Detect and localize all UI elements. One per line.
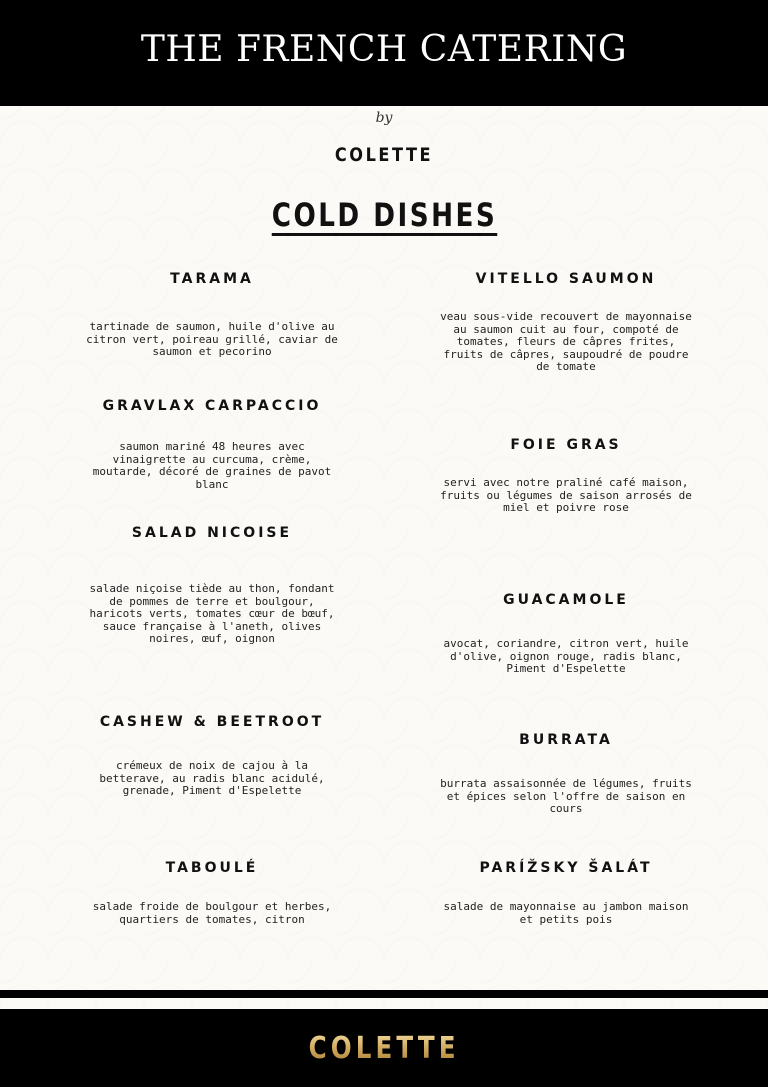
dish-description: veau sous-vide recouvert de mayonnaise au saumon cuit au four, compoté de tomates, fleurs de câpres frites, fruits de câpres, saupoudré de poudre de tomate <box>440 310 692 374</box>
top-banner <box>0 0 768 106</box>
dish-name: FOIE GRAS <box>510 437 622 453</box>
dish-name: CASHEW & BEETROOT <box>99 714 325 730</box>
brand-name: COLETTE <box>334 144 434 166</box>
dish-vitello-saumon <box>436 271 696 374</box>
section-title <box>0 196 768 236</box>
dish-cashew-beetroot <box>82 714 342 798</box>
dish-description: salade niçoise tiède au thon, fondant de pommes de terre et boulgour, haricots verts, tomates cœur de bœuf, sauce française à l'aneth, olives noires, œuf, oignon <box>89 582 335 646</box>
dish-tarama <box>82 271 342 359</box>
dish-parizsky-salat <box>436 860 696 926</box>
dish-gravlax-carpaccio <box>82 398 342 491</box>
dish-guacamole <box>436 592 696 676</box>
dish-description: saumon mariné 48 heures avec vinaigrette au curcuma, crème, moutarde, décoré de graines de pavot blanc <box>92 440 332 491</box>
dish-description: tartinade de saumon, huile d'olive au citron vert, poireau grillé, caviar de saumon et pecorino <box>86 320 338 359</box>
dish-name: BURRATA <box>519 732 613 748</box>
dish-name: TARAMA <box>170 271 254 287</box>
footer-brand: COLETTE <box>308 1030 460 1066</box>
dish-name: TABOULÉ <box>165 860 259 876</box>
dish-name: PARÍŽSKY ŠALÁT <box>479 860 653 876</box>
dish-name: GUACAMOLE <box>503 592 629 608</box>
dish-name: SALAD NICOISE <box>131 525 293 541</box>
dish-description: burrata assaisonnée de légumes, fruits et épices selon l'offre de saison en cours <box>440 777 692 816</box>
dish-description: avocat, coriandre, citron vert, huile d'olive, oignon rouge, radis blanc, Piment d'Espelette <box>443 637 689 676</box>
dish-description: salade de mayonnaise au jambon maison et petits pois <box>443 900 689 926</box>
section-title-text: COLD DISHES <box>271 196 497 234</box>
dish-description: crémeux de noix de cajou à la betterave, au radis blanc acidulé, grenade, Piment d'Espelette <box>99 759 325 798</box>
bottom-banner <box>0 1009 768 1087</box>
dish-salad-nicoise <box>82 525 342 646</box>
dish-description: servi avec notre praliné café maison, fruits ou légumes de saison arrosés de miel et poivre rose <box>440 476 692 515</box>
dish-name: GRAVLAX CARPACCIO <box>102 398 322 414</box>
by-script: by <box>375 110 393 126</box>
page-title: THE FRENCH CATERING <box>140 28 628 70</box>
dish-foie-gras <box>436 437 696 515</box>
dish-burrata <box>436 732 696 816</box>
dish-name: VITELLO SAUMON <box>475 271 657 287</box>
footer-divider <box>0 990 768 998</box>
dish-taboule <box>82 860 342 926</box>
dish-description: salade froide de boulgour et herbes, quartiers de tomates, citron <box>92 900 332 926</box>
